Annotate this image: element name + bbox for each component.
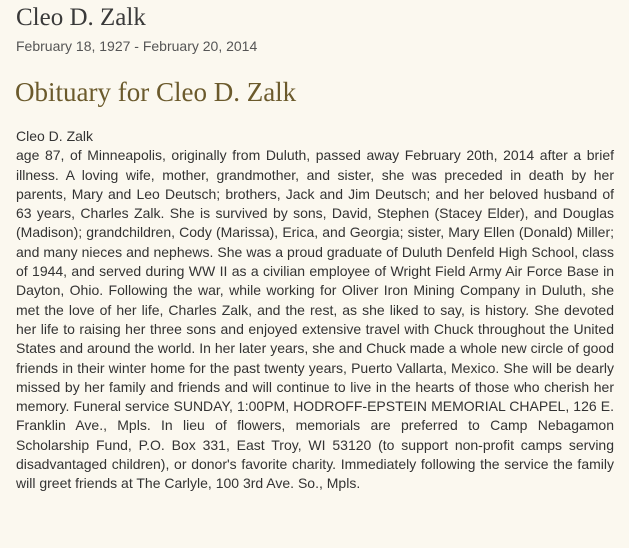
obituary-text: age 87, of Minneapolis, originally from Duluth, passed away February 20th, 2014 after a brief illness. A loving wife, mother, grandmother, and sister, she was preceded in death by her parents, Mary and Leo Deutsch; brothers, Jack and Jim Deutsch; and her beloved husband of 63 years, Charles Zalk. She is survived by sons, David, Stephen (Stacey Elder), and Douglas (Madison); grandchildren, Cody (Marissa), Erica, and Georgia; sister, Mary Ellen (Donald) Miller; and many nieces and nephews. She was a proud graduate of Duluth Denfeld High School, class of 1944, and served during WW II as a civilian employee of Wright Field Army Air Force Base in Dayton, Ohio. Following the war, while working for Oliver Iron Mining Company in Duluth, she met the love of her life, Charles Zalk, and the rest, as she liked to say, is history. She devoted her life to raising her three sons and enjoyed extensive travel with Chuck throughout the United States and around the world. In her later years, she and Chuck made a whole new circle of good friends in their winter home for the past twenty years, Puerto Vallarta, Mexico. She will be dearly missed by her family and friends and will continue to live in the hearts of those who cherish her memory. Funeral service SUNDAY, 1:00PM, HODROFF-EPSTEIN MEMORIAL CHAPEL, 126 E. Franklin Ave., Mpls. In lieu of flowers, memorials are preferred to Camp Nebagamon Scholarship Fund, P.O. Box 331, East Troy, WI 53120 (to support non-profit camps serving disadvantaged children), or donor's favorite charity. Immediately following the service the family will greet friends at The Carlyle, 100 3rd Ave. So., Mpls. bbox=[16, 147, 614, 492]
obituary-title: Obituary for Cleo D. Zalk bbox=[15, 77, 297, 107]
obituary-body bbox=[16, 127, 614, 494]
life-dates: February 18, 1927 - February 20, 2014 bbox=[16, 38, 258, 54]
deceased-name-heading: Cleo D. Zalk bbox=[16, 4, 146, 31]
obituary-name-line: Cleo D. Zalk bbox=[16, 128, 94, 144]
